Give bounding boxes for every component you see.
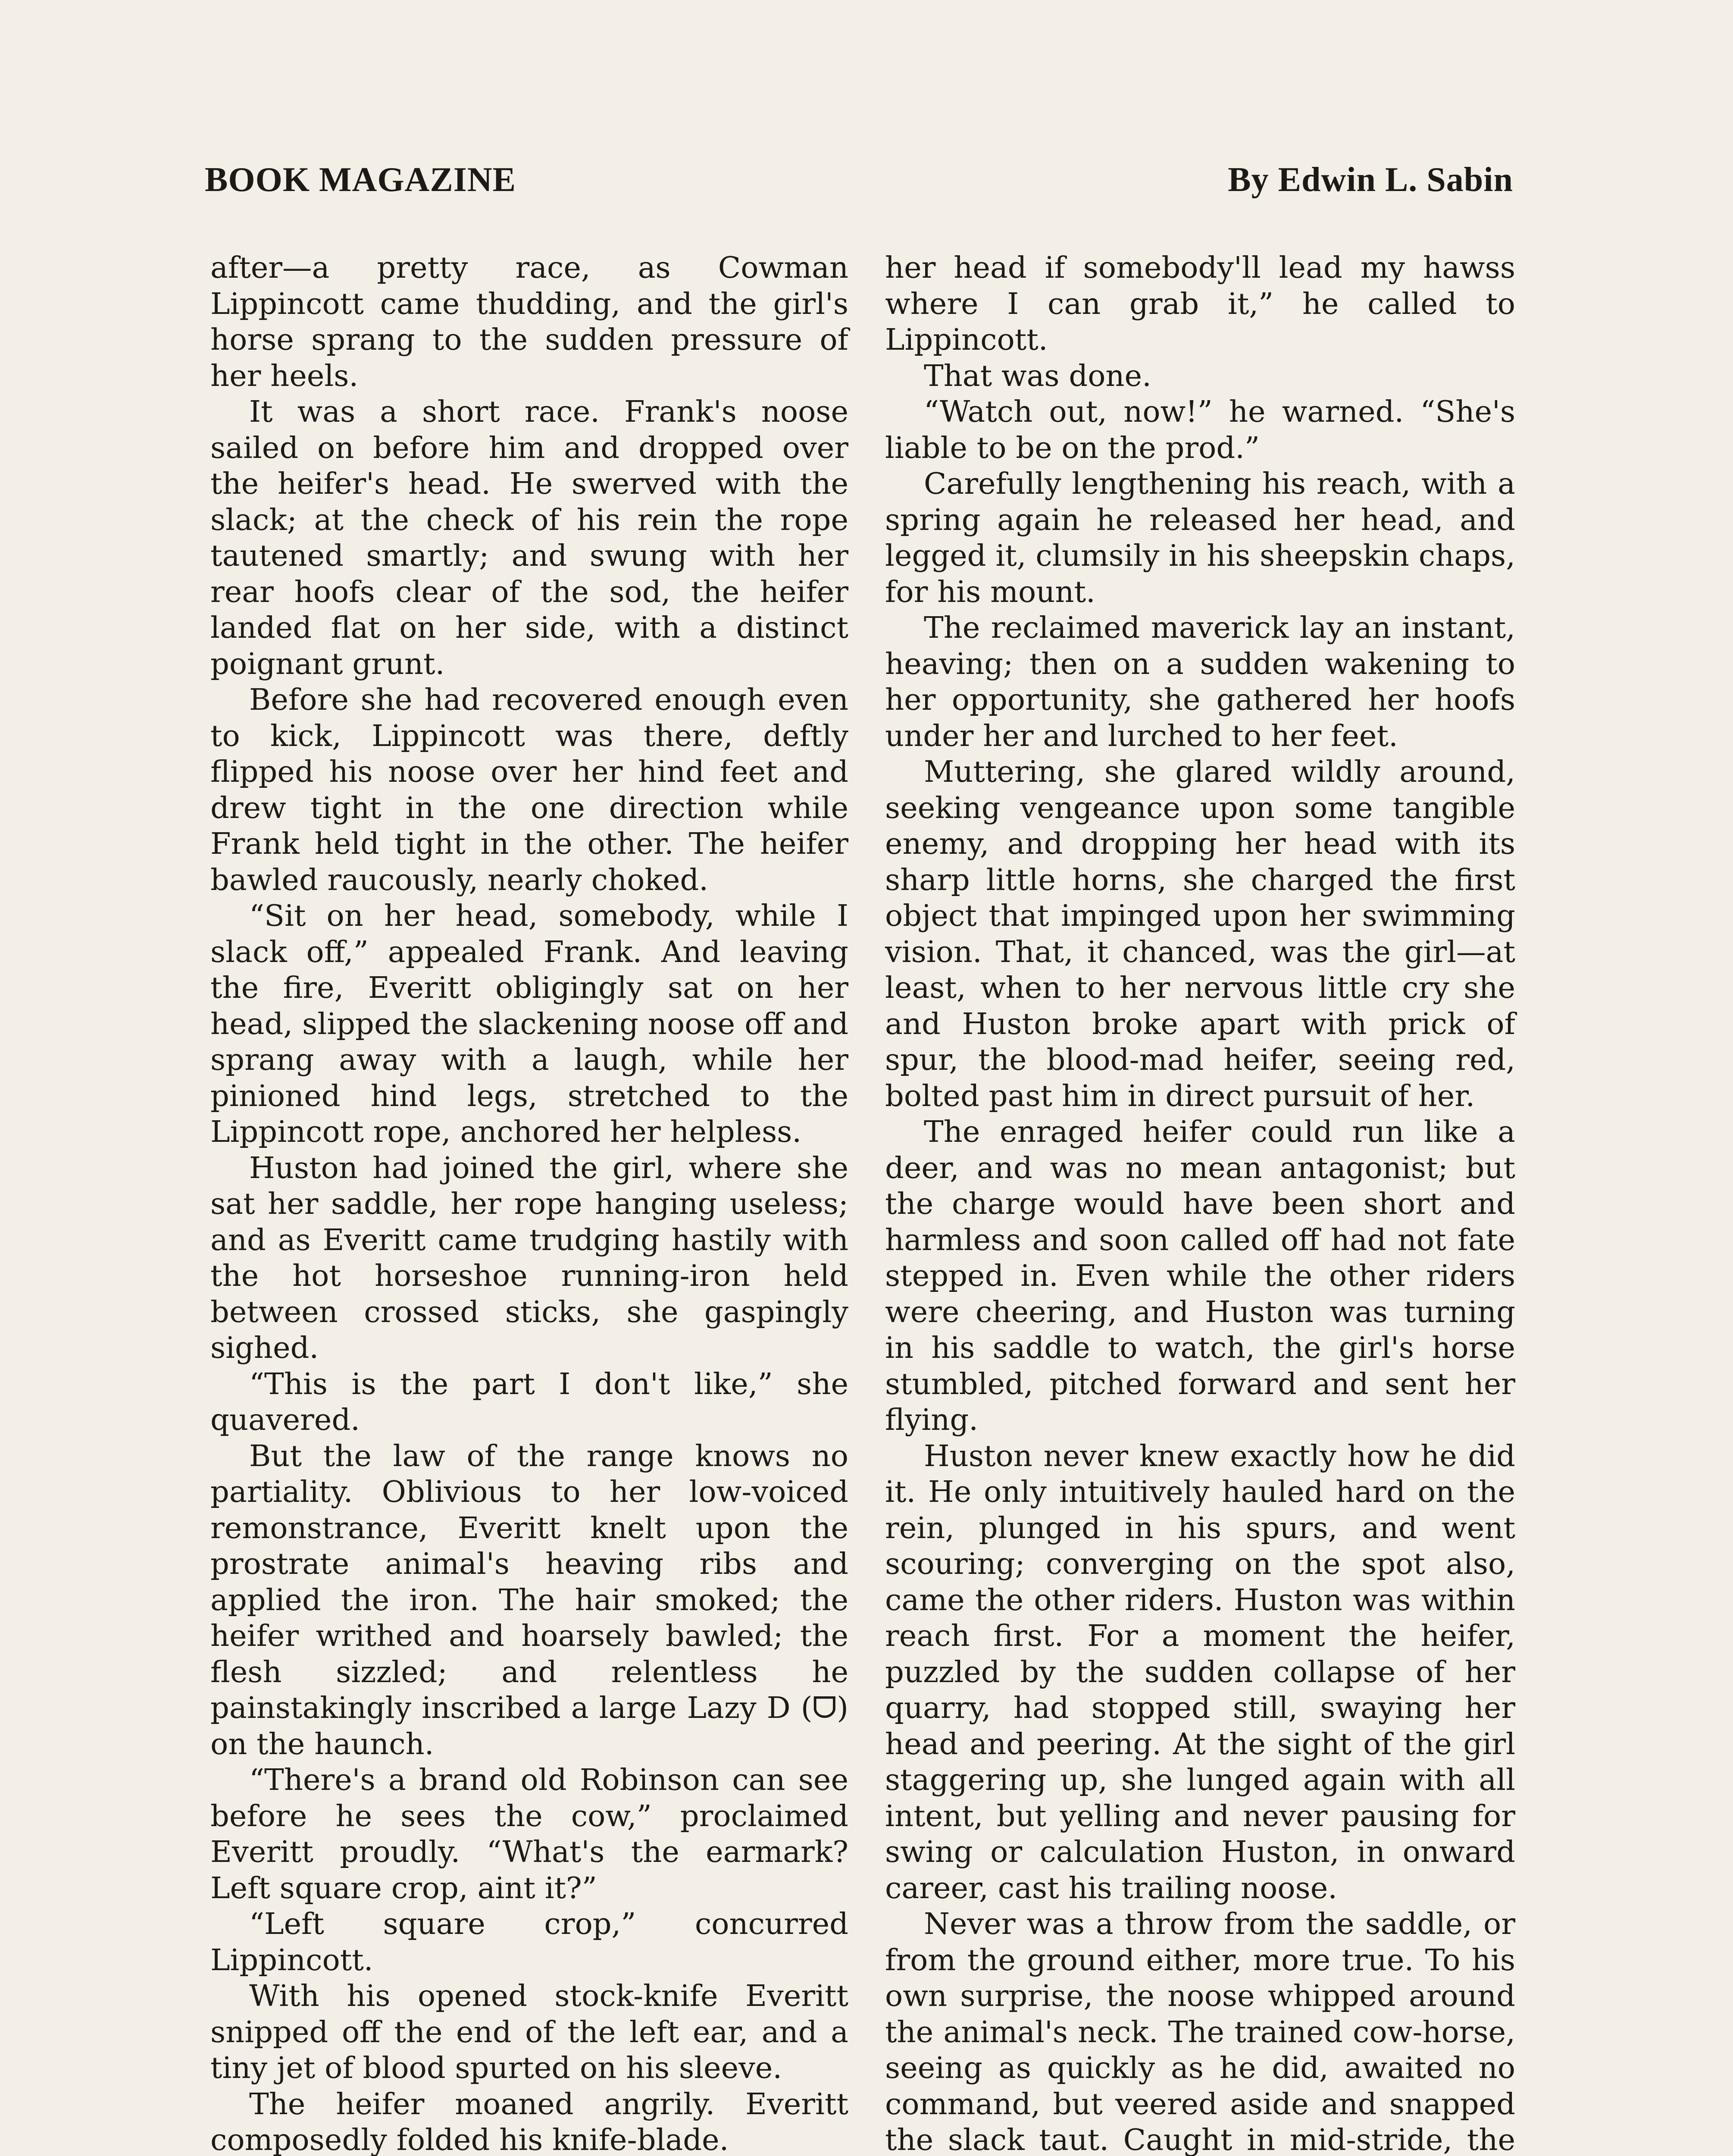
paragraph: Huston never knew exactly how he did it. He only intuitively hauled hard on the rein, plunged in his spurs, and went scouring; converging on the spot also, came the other riders. Huston was within reach first. For a moment the heifer, puzzled by the sudden collapse of her quarry, had stopped still, swaying her head and peering. At the sight of the girl staggering up, she lunged again with all intent, but yelling and never pausing for swing or calculation Huston, in onward career, cast his trailing noose. bbox=[885, 1438, 1515, 1905]
magazine-title: BOOK MAGAZINE bbox=[205, 161, 516, 199]
paragraph: “There's a brand old Robinson can see before he sees the cow,” proclaimed Everitt proudly. “What's the earmark? Left square crop, aint it?” bbox=[210, 1763, 848, 1905]
paragraph: It was a short race. Frank's noose sailed on before him and dropped over the heifer's head. He swerved with the slack; at the check of his rein the rope tautened smartly; and swung with her rear hoofs clear of the sod, the heifer landed flat on her side, with a distinct poignant grunt. bbox=[210, 395, 848, 681]
paragraph: That was done. bbox=[924, 358, 1151, 393]
paragraph: Carefully lengthening his reach, with a spring again he released her head, and legged it, clumsily in his sheepskin chaps, for his mount. bbox=[885, 467, 1515, 609]
author-byline: By Edwin L. Sabin bbox=[1228, 161, 1513, 199]
paragraph: Before she had recovered enough even to kick, Lippincott was there, deftly flipped his noose over her hind feet and drew tight in the one direction while Frank held tight in the other. The heifer bawled raucously, nearly choked. bbox=[210, 683, 848, 897]
paragraph: “Watch out, now!” he warned. “She's liable to be on the prod.” bbox=[885, 395, 1515, 465]
paragraph: The enraged heifer could run like a deer, and was no mean antagonist; but the charge would have been short and harmless and soon called off had not fate stepped in. Even while the other riders were cheering, and Huston was turning in his saddle to watch, the girl's horse stumbled, pitched forward and sent her flying. bbox=[885, 1115, 1515, 1437]
left-column bbox=[210, 250, 848, 2156]
paragraph: But the law of the range knows no partiality. Oblivious to her low-voiced remonstrance, Everitt knelt upon the prostrate animal's heaving ribs and applied the iron. The hair smoked; the heifer writhed and hoarsely bawled; the flesh sizzled; and relentless he painstakingly inscribed a large Lazy D (ᗜ) on the haunch. bbox=[210, 1438, 848, 1761]
paragraph: “Left square crop,” concurred Lippincott. bbox=[210, 1907, 848, 1977]
right-column bbox=[885, 250, 1515, 2156]
paragraph: Never was a throw from the saddle, or from the ground either, more true. To his own surprise, the noose whipped around the animal's neck. The trained cow-horse, seeing as quickly as he did, awaited no command, but veered aside and snapped the slack taut. Caught in mid-stride, the bbox=[885, 1907, 1515, 2156]
paragraph: her head if somebody'll lead my hawss where I can grab it,” he called to Lippincott. bbox=[885, 251, 1515, 357]
paragraph: The heifer moaned angrily. Everitt composedly folded his knife-blade. bbox=[210, 2087, 848, 2156]
paragraph: Muttering, she glared wildly around, seeking vengeance upon some tangible enemy, and dropping her head with its sharp little horns, she charged the first object that impinged upon her swimming vision. That, it chanced, was the girl—at least, when to her nervous little cry she and Huston broke apart with prick of spur, the blood-mad heifer, seeing red, bolted past him in direct pursuit of her. bbox=[885, 755, 1515, 1113]
paragraph: The reclaimed maverick lay an instant, heaving; then on a sudden wakening to her opportunity, she gathered her hoofs under her and lurched to her feet. bbox=[885, 611, 1515, 753]
paragraph: after—a pretty race, as Cowman Lippincott came thudding, and the girl's horse sprang to the sudden pressure of her heels. bbox=[210, 251, 848, 393]
paragraph: With his opened stock-knife Everitt snipped off the end of the left ear, and a tiny jet of blood spurted on his sleeve. bbox=[210, 1979, 848, 2085]
paragraph: “This is the part I don't like,” she quavered. bbox=[210, 1366, 848, 1437]
paragraph: “Sit on her head, somebody, while I slack off,” appealed Frank. And leaving the fire, Everitt obligingly sat on her head, slipped the slackening noose off and sprang away with a laugh, while her pinioned hind legs, stretched to the Lippincott rope, anchored her helpless. bbox=[210, 899, 848, 1149]
running-head bbox=[205, 160, 1513, 208]
paragraph: Huston had joined the girl, where she sat her saddle, her rope hanging useless; and as Everitt came trudging hastily with the hot horseshoe running-iron held between crossed sticks, she gaspingly sighed. bbox=[210, 1150, 848, 1365]
